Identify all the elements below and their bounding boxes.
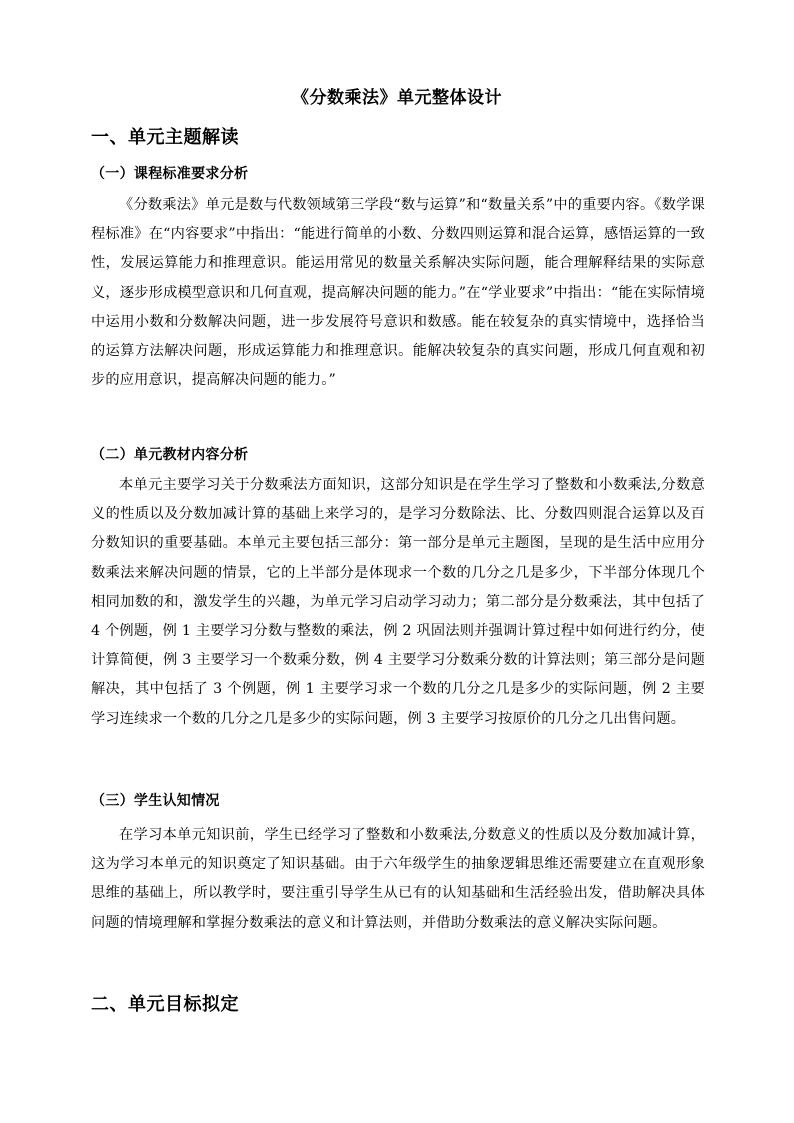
- subsection-heading-textbook: （二）单元教材内容分析: [91, 447, 249, 463]
- section-heading-theme: 一、单元主题解读: [91, 127, 239, 148]
- document-title: 《分数乘法》单元整体设计: [292, 88, 502, 108]
- paragraph-cognition: 在学习本单元知识前，学生已经学习了整数和小数乘法,分数意义的性质以及分数加减计算，这为学习本单元的知识奠定了知识基础。由于六年级学生的抽象逻辑思维还需要建立在直观形象思维的基础上，所以教学时，要注重引导学生从已有的认知基础和生活经验出发，借助解决具体问题的情境理解和掌握分数乘法的意义和计算法则，并借助分数乘法的意义解决实际问题。: [91, 827, 705, 931]
- paragraph-textbook: 本单元主要学习关于分数乘法方面知识，这部分知识是在学生学习了整数和小数乘法,分数意义的性质以及分数加减计算的基础上来学习的，是学习分数除法、比、分数四则混合运算以及百分数知识的重要基础。本单元主要包括三部分：第一部分是单元主题图，呈现的是生活中应用分数乘法来解决问题的情景，它的上半部分是体现求一个数的几分之几是多少，下半部分体现几个相同加数的和，激发学生的兴趣，为单元学习启动学习动力；第二部分是分数乘法，其中包括了 4 个例题，例 1 主要学习分数与整数的乘法，例 2 巩固法则并强调计算过程中如何进行约分，使计算简便，例 3 主要学习一个数乘分数，例 4 主要学习分数乘分数的计算法则；第三部分是问题解决，其中包括了 3 个例题，例 1 主要学习求一个数的几分之几是多少的实际问题，例 2 主要学习连续求一个数的几分之几是多少的实际问题，例 3 主要学习按原价的几分之几出售问题。: [91, 477, 705, 727]
- section-heading-goals: 二、单元目标拟定: [91, 994, 239, 1015]
- subsection-heading-curriculum: （一）课程标准要求分析: [91, 166, 249, 182]
- subsection-heading-cognition: （三）学生认知情况: [91, 793, 220, 809]
- paragraph-curriculum: 《分数乘法》单元是数与代数领域第三学段“数与运算”和“数量关系”中的重要内容。《数学课程标准》在“内容要求”中指出：“能进行简单的小数、分数四则运算和混合运算，感悟运算的一致性，发展运算能力和推理意识。能运用常见的数量关系解决实际问题，能合理解释结果的实际意义，逐步形成模型意识和几何直观，提高解决问题的能力。”在“学业要求”中指出：“能在实际情境中运用小数和分数解决问题，进一步发展符号意识和数感。能在较复杂的真实情境中，选择恰当的运算方法解决问题，形成运算能力和推理意识。能解决较复杂的真实问题，形成几何直观和初步的应用意识，提高解决问题的能力。”: [91, 197, 705, 389]
